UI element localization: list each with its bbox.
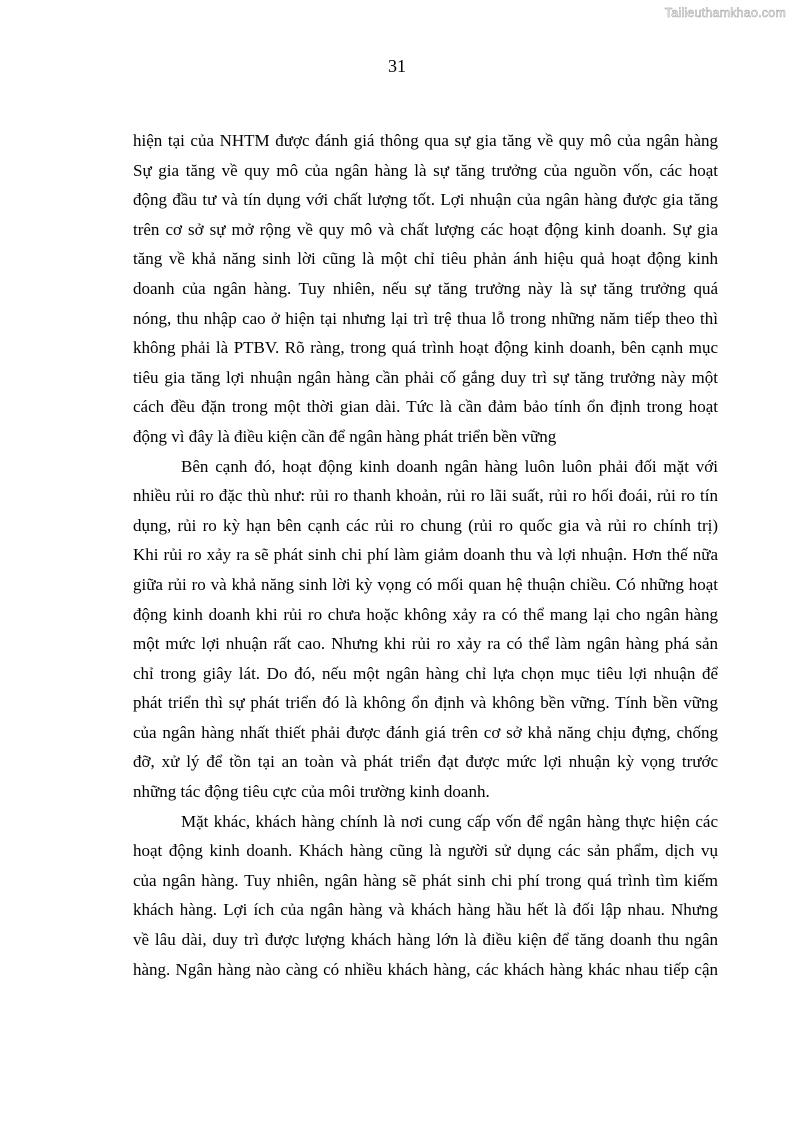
text-line: hàng. Ngân hàng nào càng có nhiều khách hàng, các khách hàng khác nhau tiếp cận xyxy=(133,959,718,979)
paragraph-1 xyxy=(133,126,718,452)
text-line-first: Mặt khác, khách hàng chính là nơi cung cấp vốn để ngân hàng thực hiện các xyxy=(181,811,718,831)
paragraph-3 xyxy=(133,807,718,985)
text-line: hoạt động kinh doanh. Khách hàng cũng là người sử dụng các sản phẩm, dịch vụ xyxy=(133,841,718,861)
text-line-first: Bên cạnh đó, hoạt động kinh doanh ngân hàng luôn luôn phải đối mặt với xyxy=(181,456,718,476)
text-line: doanh của ngân hàng. Tuy nhiên, nếu sự tăng trưởng này là sự tăng trưởng quá xyxy=(133,278,718,298)
text-line: phát triển thì sự phát triển đó là không ổn định và không bền vững. Tính bền vững xyxy=(133,693,718,713)
text-line: tiêu gia tăng lợi nhuận ngân hàng cần phải cố gắng duy trì sự tăng trưởng này một xyxy=(133,367,718,387)
text-line: giữa rủi ro và khả năng sinh lời kỳ vọng có mối quan hệ thuận chiều. Có những hoạt xyxy=(133,574,718,594)
text-line: khách hàng. Lợi ích của ngân hàng và khách hàng hầu hết là đối lập nhau. Nhưng xyxy=(133,900,718,920)
text-line: dụng, rủi ro kỳ hạn bên cạnh các rủi ro chung (rủi ro quốc gia và rủi ro chính trị) xyxy=(133,515,718,535)
text-line: Khi rủi ro xảy ra sẽ phát sinh chi phí làm giảm doanh thu và lợi nhuận. Hơn thế nữa xyxy=(133,545,718,565)
text-line: động đầu tư và tín dụng với chất lượng tốt. Lợi nhuận của ngân hàng được gia tăng xyxy=(133,190,718,210)
text-line: động kinh doanh khi rủi ro chưa hoặc không xảy ra có thể mang lại cho ngân hàng xyxy=(133,604,718,624)
body-text xyxy=(133,126,718,984)
text-line: về lâu dài, duy trì được lượng khách hàng lớn là điều kiện để tăng doanh thu ngân xyxy=(133,930,718,950)
text-line: của ngân hàng nhất thiết phải được đánh giá trên cơ sở khả năng chịu đựng, chống xyxy=(133,722,718,742)
text-line: đỡ, xử lý để tồn tại an toàn và phát triển đạt được mức lợi nhuận kỳ vọng trước xyxy=(133,752,718,772)
text-line: chỉ trong giây lát. Do đó, nếu một ngân hàng chỉ lựa chọn mục tiêu lợi nhuận để xyxy=(133,663,718,683)
watermark-text: Tailieuthamkhao.com xyxy=(664,6,786,20)
text-line: của ngân hàng. Tuy nhiên, ngân hàng sẽ phát sinh chi phí trong quá trình tìm kiếm xyxy=(133,870,718,890)
text-line: tăng về khả năng sinh lời cũng là một chỉ tiêu phản ánh hiệu quả hoạt động kinh xyxy=(133,249,718,269)
text-line-last: động vì đây là điều kiện cần để ngân hàng phát triển bền vững xyxy=(133,426,557,446)
text-line: hiện tại của NHTM được đánh giá thông qua sự gia tăng về quy mô của ngân hàng xyxy=(133,131,718,150)
text-line: trên cơ sở sự mở rộng về quy mô và chất lượng các hoạt động kinh doanh. Sự gia xyxy=(133,219,718,239)
text-line: không phải là PTBV. Rõ ràng, trong quá trình hoạt động kinh doanh, bên cạnh mục xyxy=(133,338,718,358)
text-line: Sự gia tăng về quy mô của ngân hàng là sự tăng trưởng của nguồn vốn, các hoạt xyxy=(133,160,718,180)
paragraph-2 xyxy=(133,452,718,807)
text-line: một mức lợi nhuận rất cao. Nhưng khi rủi ro xảy ra có thể làm ngân hàng phá sản xyxy=(133,634,718,654)
text-line: cách đều đặn trong một thời gian dài. Tức là cần đảm bảo tính ổn định trong hoạt xyxy=(133,397,718,417)
text-line: nhiều rủi ro đặc thù như: rủi ro thanh khoản, rủi ro lãi suất, rủi ro hối đoái, rủi ro tín xyxy=(133,486,718,506)
text-line-last: những tác động tiêu cực của môi trường kinh doanh. xyxy=(133,782,490,802)
page-number: 31 xyxy=(388,56,406,76)
text-line: nóng, thu nhập cao ở hiện tại nhưng lại trì trệ thua lỗ trong những năm tiếp theo thì xyxy=(133,308,718,328)
